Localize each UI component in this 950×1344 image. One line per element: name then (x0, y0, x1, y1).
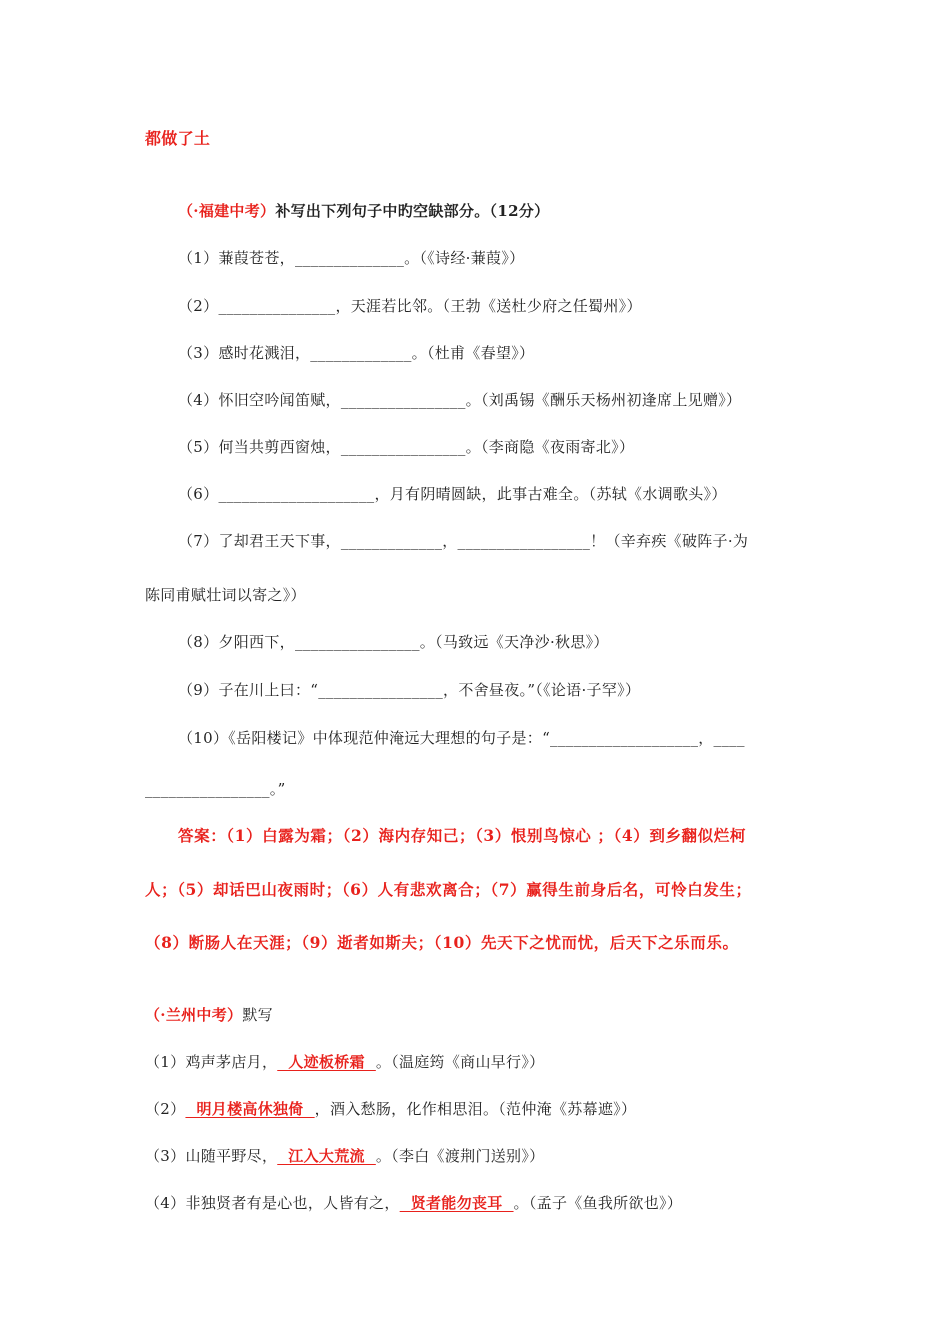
lanzhou-item-3 (145, 1146, 544, 1166)
lanzhou-item-4-source: 。（孟子《鱼我所欲也》） (513, 1194, 683, 1212)
lanzhou-item-3-source: 。（李白《渡荆门送别》） (375, 1147, 545, 1165)
fujian-item-6: （6）____________________，月有阴晴圆缺，此事古难全。（苏轼《水调歌头》） (178, 485, 727, 503)
lanzhou-item-1-source: 。（温庭筠《商山早行》） (375, 1053, 545, 1071)
fujian-item-9: （9）子在川上曰：“________________，不舍昼夜。”（《论语·子罕》） (178, 681, 641, 699)
lanzhou-item-3-prompt: （3）山随平野尽， (145, 1147, 278, 1165)
fujian-header (178, 201, 549, 221)
lanzhou-item-1 (145, 1052, 544, 1072)
lanzhou-header (145, 1005, 273, 1025)
lanzhou-item-4-prompt: （4）非独贤者有是心也，人皆有之， (145, 1194, 400, 1212)
lanzhou-item-1-answer: 人迹板桥霜 (277, 1053, 376, 1071)
fujian-item-8: （8）夕阳西下，________________。（马致远《天净沙·秋思》） (178, 633, 609, 651)
lanzhou-item-3-answer: 江入大荒流 (277, 1147, 376, 1165)
lanzhou-title: 默写 (242, 1006, 273, 1024)
fujian-item-1: （1）蒹葭苍苍，______________。（《诗经·蒹葭》） (178, 249, 525, 267)
fujian-answer-line-3: （8）断肠人在天涯；（9）逝者如斯夫；（10）先天下之忧而忧，后天下之乐而乐。 (145, 933, 739, 952)
heading: 都做了土 (145, 129, 211, 148)
fujian-item-2: （2）_______________，天涯若比邻。（王勃《送杜少府之任蜀州》） (178, 297, 642, 315)
lanzhou-item-4-answer: 贤者能勿丧耳 (399, 1194, 514, 1212)
fujian-item-10-cont: ________________。” (145, 780, 286, 798)
fujian-item-5: （5）何当共剪西窗烛，________________。（李商隐《夜雨寄北》） (178, 438, 635, 456)
lanzhou-item-1-prompt: （1）鸡声茅店月， (145, 1053, 278, 1071)
fujian-answer-line-1: 答案：（1）白露为霜；（2）海内存知己；（3）恨别鸟惊心 ；（4）到乡翻似烂柯 (178, 826, 746, 845)
lanzhou-item-2-answer: 明月楼高休独倚 (185, 1100, 315, 1118)
fujian-item-7-cont: 陈同甫赋壮词以寄之》） (145, 586, 306, 604)
fujian-item-4: （4）怀旧空吟闻笛赋，________________。（刘禹锡《酬乐天杨州初逢席上见赠》） (178, 391, 742, 409)
lanzhou-item-2-source: ，酒入愁肠，化作相思泪。（范仲淹《苏幕遮》） (314, 1100, 637, 1118)
lanzhou-item-2-prompt: （2） (145, 1100, 186, 1118)
fujian-item-3: （3）感时花溅泪，_____________。（杜甫《春望》） (178, 344, 535, 362)
fujian-item-10: （10）《岳阳楼记》中体现范仲淹远大理想的句子是：“___________________，____ (178, 729, 745, 747)
fujian-answer-line-2: 人；（5）却话巴山夜雨时；（6）人有悲欢离合；（7）赢得生前身后名，可怜白发生； (145, 880, 752, 899)
fujian-title: 补写出下列句子中旳空缺部分。（12分） (275, 202, 550, 220)
lanzhou-source: （·兰州中考） (145, 1006, 243, 1024)
fujian-source: （·福建中考） (178, 202, 276, 220)
fujian-item-7: （7）了却君王天下事，_____________，_________________！（辛弃疾《破阵子·为 (178, 532, 749, 550)
lanzhou-item-2 (145, 1099, 636, 1119)
lanzhou-item-4 (145, 1193, 682, 1213)
